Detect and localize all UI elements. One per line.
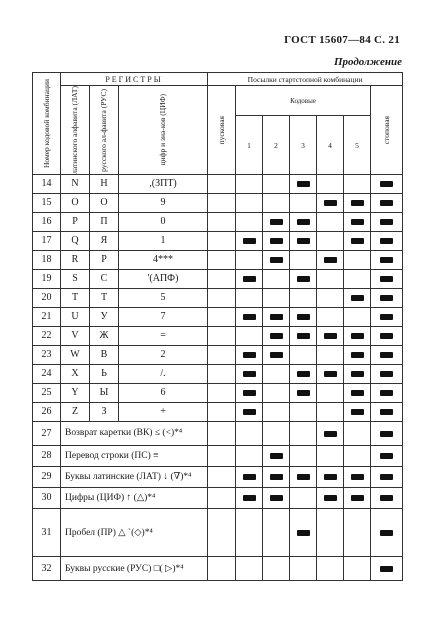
punch-mark [351,295,364,301]
bit-4-cell [317,326,344,345]
latin-char: R [61,250,90,269]
code-table [32,72,403,581]
table-row [33,307,403,326]
bit-3-cell [290,487,317,508]
russian-char: С [90,269,119,288]
bit-5-cell [344,466,371,487]
bit-1-cell [236,288,263,307]
start-bit-cell [208,383,236,402]
bit-1-cell [236,445,263,466]
header-code: Кодовые [236,86,371,116]
punch-mark [380,409,393,415]
bit-5-cell [344,250,371,269]
digit-char: 6 [119,383,208,402]
stop-bit-cell [371,212,403,231]
bit-3-cell [290,288,317,307]
bit-2-cell [263,174,290,193]
header-bit-5: 5 [344,116,371,175]
start-bit-cell [208,487,236,508]
row-number: 16 [33,212,61,231]
bit-3-cell [290,250,317,269]
table-row-control [33,421,403,445]
stop-bit-cell [371,556,403,580]
header-bit-1: 1 [236,116,263,175]
header-registers: РЕГИСТРЫ [61,73,208,86]
bit-5-cell [344,487,371,508]
bit-4-cell [317,487,344,508]
bit-2-cell [263,269,290,288]
header-bit-2: 2 [263,116,290,175]
header-code-number: Номер кодовой комбинации [33,73,61,175]
punch-mark [380,276,393,282]
punch-mark [380,431,393,437]
bit-1-cell [236,307,263,326]
punch-mark [297,181,310,187]
punch-mark [270,238,283,244]
bit-2-cell [263,326,290,345]
bit-1-cell [236,174,263,193]
start-bit-cell [208,307,236,326]
row-number: 27 [33,421,61,445]
russian-char: О [90,193,119,212]
table-row [33,231,403,250]
russian-char: Н [90,174,119,193]
punch-mark [380,314,393,320]
header-latin: латинского алфавита (ЛАТ) [61,86,90,175]
punch-mark [270,352,283,358]
row-number: 14 [33,174,61,193]
header-start: пусковая [208,86,236,175]
start-bit-cell [208,250,236,269]
stop-bit-cell [371,402,403,421]
bit-2-cell [263,288,290,307]
punch-mark [380,257,393,263]
latin-char: Z [61,402,90,421]
punch-mark [351,352,364,358]
bit-5-cell [344,421,371,445]
header-bit-3: 3 [290,116,317,175]
bit-2-cell [263,402,290,421]
control-description: Перевод строки (ПС) ≡ [61,445,208,466]
stop-bit-cell [371,466,403,487]
row-number: 21 [33,307,61,326]
row-number: 29 [33,466,61,487]
punch-mark [324,257,337,263]
punch-mark [243,314,256,320]
control-description: Цифры (ЦИФ) ↑ (△)*⁴ [61,487,208,508]
stop-bit-cell [371,508,403,556]
bit-4-cell [317,466,344,487]
digit-char: 2 [119,345,208,364]
bit-1-cell [236,231,263,250]
punch-mark [270,257,283,263]
bit-5-cell [344,402,371,421]
start-bit-cell [208,212,236,231]
stop-bit-cell [371,383,403,402]
control-description: Пробел (ПР) △ ˋ(◇)*⁴ [61,508,208,556]
bit-4-cell [317,288,344,307]
stop-bit-cell [371,445,403,466]
russian-char: З [90,402,119,421]
digit-char: 1 [119,231,208,250]
bit-4-cell [317,445,344,466]
header-digits: цифр и зна-ков (ЦИФ) [119,86,208,175]
bit-3-cell [290,212,317,231]
header-stop: стоповая [371,86,403,175]
bit-5-cell [344,364,371,383]
punch-mark [324,474,337,480]
punch-mark [243,238,256,244]
bit-3-cell [290,269,317,288]
bit-5-cell [344,445,371,466]
bit-3-cell [290,402,317,421]
punch-mark [380,333,393,339]
russian-char: Я [90,231,119,250]
bit-4-cell [317,269,344,288]
punch-mark [270,333,283,339]
bit-4-cell [317,250,344,269]
bit-4-cell [317,402,344,421]
digit-char: 9 [119,193,208,212]
punch-mark [270,219,283,225]
russian-char: Р [90,250,119,269]
russian-char: П [90,212,119,231]
bit-2-cell [263,231,290,250]
latin-char: P [61,212,90,231]
start-bit-cell [208,288,236,307]
punch-mark [270,495,283,501]
header-bit-4: 4 [317,116,344,175]
row-number: 32 [33,556,61,580]
bit-5-cell [344,288,371,307]
punch-mark [297,333,310,339]
latin-char: O [61,193,90,212]
punch-mark [243,390,256,396]
punch-mark [380,390,393,396]
punch-mark [351,474,364,480]
control-description: Буквы латинские (ЛАТ) ↓ (∇)*⁴ [61,466,208,487]
punch-mark [380,495,393,501]
start-bit-cell [208,326,236,345]
bit-1-cell [236,402,263,421]
punch-mark [270,474,283,480]
latin-char: V [61,326,90,345]
latin-char: X [61,364,90,383]
row-number: 22 [33,326,61,345]
table-row [33,326,403,345]
digit-char: 4*** [119,250,208,269]
punch-mark [380,295,393,301]
punch-mark [351,495,364,501]
start-bit-cell [208,193,236,212]
punch-mark [297,371,310,377]
latin-char: S [61,269,90,288]
bit-3-cell [290,231,317,250]
stop-bit-cell [371,288,403,307]
punch-mark [297,530,310,536]
stop-bit-cell [371,269,403,288]
digit-char: 5 [119,288,208,307]
punch-mark [351,219,364,225]
start-bit-cell [208,421,236,445]
continuation-label: Продолжение [333,56,402,68]
bit-2-cell [263,487,290,508]
russian-char: В [90,345,119,364]
bit-1-cell [236,508,263,556]
stop-bit-cell [371,487,403,508]
bit-5-cell [344,383,371,402]
bit-5-cell [344,174,371,193]
digit-char: '(АПФ) [119,269,208,288]
bit-2-cell [263,193,290,212]
punch-mark [380,453,393,459]
bit-2-cell [263,250,290,269]
table-row-control [33,508,403,556]
digit-char: 0 [119,212,208,231]
table-row-control [33,466,403,487]
punch-mark [297,238,310,244]
bit-1-cell [236,326,263,345]
stop-bit-cell [371,345,403,364]
row-number: 15 [33,193,61,212]
table-row [33,288,403,307]
punch-mark [351,333,364,339]
bit-1-cell [236,466,263,487]
bit-3-cell [290,193,317,212]
punch-mark [324,431,337,437]
bit-4-cell [317,193,344,212]
bit-4-cell [317,231,344,250]
latin-char: U [61,307,90,326]
digit-char: + [119,402,208,421]
punch-mark [324,371,337,377]
stop-bit-cell [371,231,403,250]
table-row-control [33,445,403,466]
latin-char: Q [61,231,90,250]
punch-mark [351,409,364,415]
row-number: 17 [33,231,61,250]
table-row [33,193,403,212]
stop-bit-cell [371,174,403,193]
row-number: 24 [33,364,61,383]
bit-5-cell [344,212,371,231]
stop-bit-cell [371,193,403,212]
row-number: 26 [33,402,61,421]
start-bit-cell [208,269,236,288]
punch-mark [324,495,337,501]
punch-mark [243,495,256,501]
bit-2-cell [263,508,290,556]
row-number: 28 [33,445,61,466]
russian-char: Т [90,288,119,307]
bit-2-cell [263,421,290,445]
digit-char: = [119,326,208,345]
bit-3-cell [290,345,317,364]
bit-3-cell [290,364,317,383]
bit-4-cell [317,508,344,556]
latin-char: Y [61,383,90,402]
bit-4-cell [317,212,344,231]
bit-1-cell [236,487,263,508]
bit-5-cell [344,326,371,345]
bit-1-cell [236,193,263,212]
start-bit-cell [208,345,236,364]
start-bit-cell [208,445,236,466]
digit-char: ,(ЗПТ) [119,174,208,193]
bit-2-cell [263,383,290,402]
row-number: 18 [33,250,61,269]
stop-bit-cell [371,250,403,269]
table-row [33,402,403,421]
punch-mark [297,390,310,396]
punch-mark [243,474,256,480]
latin-char: W [61,345,90,364]
punch-mark [324,333,337,339]
bit-5-cell [344,231,371,250]
punch-mark [380,352,393,358]
bit-1-cell [236,345,263,364]
bit-4-cell [317,174,344,193]
russian-char: Ы [90,383,119,402]
bit-3-cell [290,174,317,193]
bit-4-cell [317,364,344,383]
punch-mark [380,219,393,225]
punch-mark [243,276,256,282]
bit-5-cell [344,345,371,364]
table-row [33,250,403,269]
bit-5-cell [344,307,371,326]
table-row [33,174,403,193]
punch-mark [351,238,364,244]
russian-char: У [90,307,119,326]
page-header: ГОСТ 15607—84 С. 21 [284,34,400,46]
bit-5-cell [344,508,371,556]
start-bit-cell [208,231,236,250]
control-description: Буквы русские (РУС) □( ▷)*⁴ [61,556,208,580]
row-number: 23 [33,345,61,364]
start-bit-cell [208,364,236,383]
bit-5-cell [344,193,371,212]
punch-mark [380,474,393,480]
bit-3-cell [290,508,317,556]
header-parcels: Посылки стартстопной комбинации [208,73,403,86]
punch-mark [380,181,393,187]
row-number: 30 [33,487,61,508]
punch-mark [270,453,283,459]
bit-2-cell [263,364,290,383]
bit-1-cell [236,269,263,288]
bit-1-cell [236,421,263,445]
punch-mark [324,200,337,206]
table-row [33,269,403,288]
bit-2-cell [263,556,290,580]
table-row-control [33,556,403,580]
bit-3-cell [290,556,317,580]
russian-char: Ж [90,326,119,345]
start-bit-cell [208,556,236,580]
table-row [33,364,403,383]
punch-mark [351,200,364,206]
punch-mark [243,352,256,358]
punch-mark [380,371,393,377]
start-bit-cell [208,466,236,487]
bit-4-cell [317,307,344,326]
table-row [33,383,403,402]
row-number: 20 [33,288,61,307]
punch-mark [380,200,393,206]
digit-char: 7 [119,307,208,326]
start-bit-cell [208,402,236,421]
punch-mark [243,409,256,415]
punch-mark [243,371,256,377]
punch-mark [351,390,364,396]
stop-bit-cell [371,364,403,383]
bit-1-cell [236,364,263,383]
bit-5-cell [344,269,371,288]
punch-mark [297,474,310,480]
row-number: 19 [33,269,61,288]
punch-mark [380,530,393,536]
bit-5-cell [344,556,371,580]
bit-4-cell [317,421,344,445]
bit-1-cell [236,212,263,231]
bit-3-cell [290,326,317,345]
latin-char: T [61,288,90,307]
punch-mark [380,566,393,572]
latin-char: N [61,174,90,193]
bit-2-cell [263,445,290,466]
start-bit-cell [208,174,236,193]
digit-char: /. [119,364,208,383]
bit-3-cell [290,307,317,326]
bit-3-cell [290,383,317,402]
row-number: 25 [33,383,61,402]
punch-mark [270,314,283,320]
bit-3-cell [290,421,317,445]
bit-2-cell [263,466,290,487]
bit-4-cell [317,345,344,364]
punch-mark [351,371,364,377]
russian-char: Ь [90,364,119,383]
bit-1-cell [236,250,263,269]
row-number: 31 [33,508,61,556]
table-row-control [33,487,403,508]
bit-2-cell [263,212,290,231]
header-russian: русского ал-фавита (РУС) [90,86,119,175]
bit-3-cell [290,466,317,487]
control-description: Возврат каретки (ВК) ≤ (<)*⁴ [61,421,208,445]
punch-mark [297,219,310,225]
bit-2-cell [263,307,290,326]
bit-1-cell [236,556,263,580]
bit-4-cell [317,556,344,580]
stop-bit-cell [371,326,403,345]
bit-4-cell [317,383,344,402]
stop-bit-cell [371,307,403,326]
bit-2-cell [263,345,290,364]
punch-mark [297,276,310,282]
punch-mark [380,238,393,244]
punch-mark [297,314,310,320]
bit-3-cell [290,445,317,466]
start-bit-cell [208,508,236,556]
table-row [33,345,403,364]
stop-bit-cell [371,421,403,445]
bit-1-cell [236,383,263,402]
table-row [33,212,403,231]
